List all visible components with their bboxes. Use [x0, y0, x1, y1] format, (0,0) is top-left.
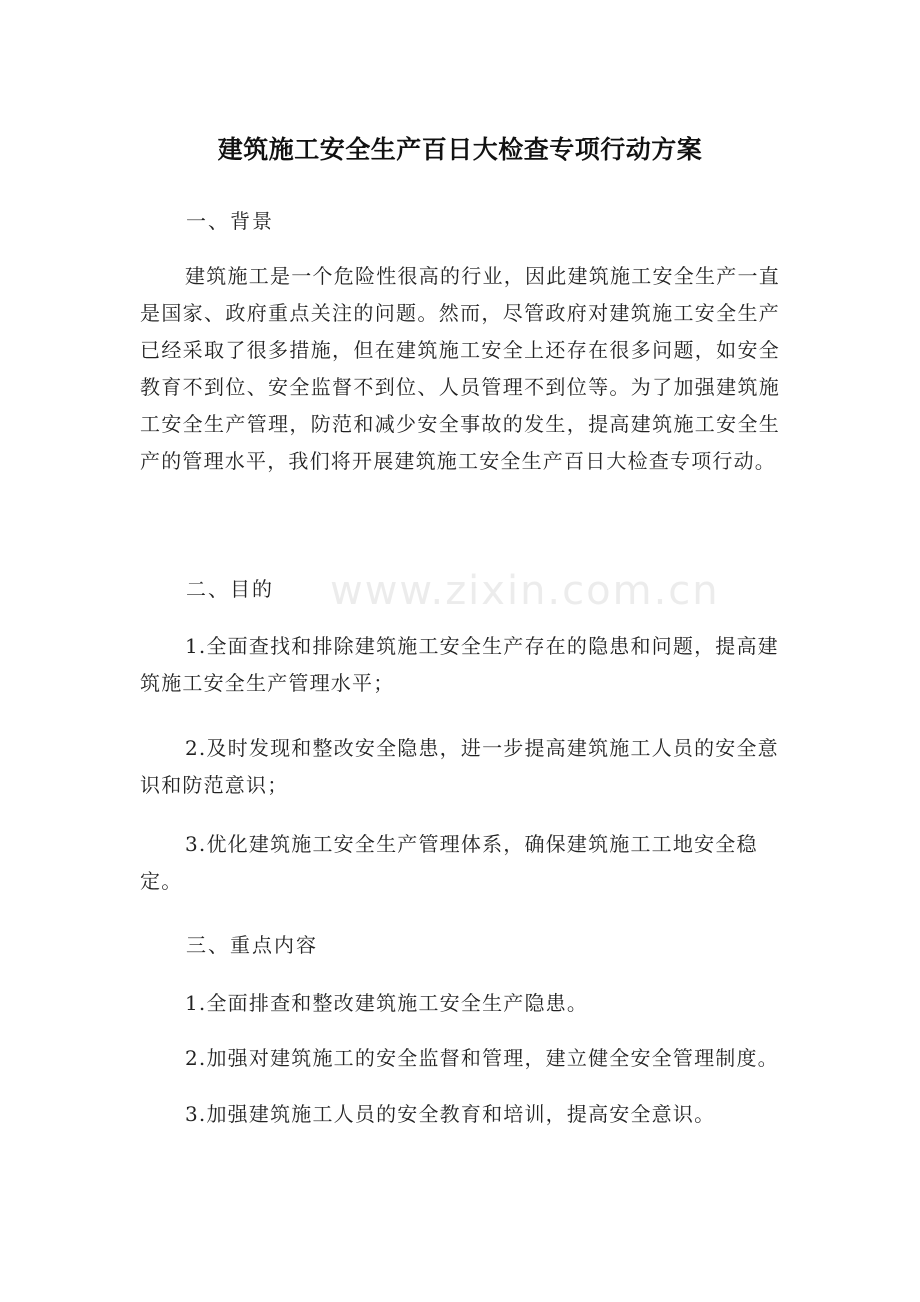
section-heading-background: 一、背景: [186, 209, 274, 233]
key-content-item-2: 2.加强对建筑施工的安全监督和管理，建立健全安全管理制度。: [185, 1046, 779, 1070]
section-heading-purpose: 二、目的: [186, 577, 274, 601]
purpose-item-2: 2.及时发现和整改安全隐患，进一步提高建筑施工人员的安全意识和防范意识；: [140, 736, 779, 797]
section-heading-key-content: 三、重点内容: [186, 933, 318, 957]
purpose-item-3: 3.优化建筑施工安全生产管理体系，确保建筑施工工地安全稳定。: [140, 832, 758, 893]
watermark: www.zixin.com.cn: [330, 568, 720, 614]
key-content-item-3: 3.加强建筑施工人员的安全教育和培训，提高安全意识。: [185, 1102, 716, 1126]
key-content-item-1: 1.全面排查和整改建筑施工安全生产隐患。: [185, 991, 589, 1015]
document-title: 建筑施工安全生产百日大检查专项行动方案: [217, 135, 703, 164]
purpose-item-1: 1.全面查找和排除建筑施工安全生产存在的隐患和问题，提高建筑施工安全生产管理水平；: [140, 634, 779, 695]
background-paragraph: 建筑施工是一个危险性很高的行业，因此建筑施工安全生产一直是国家、政府重点关注的问题。然而，尽管政府对建筑施工安全生产已经采取了很多措施，但在建筑施工安全上还存在很多问题，如安全教育不到位、安全监督不到位、人员管理不到位等。为了加强建筑施工安全生产管理，防范和减少安全事故的发生，提高建筑施工安全生产的管理水平，我们将开展建筑施工安全生产百日大检查专项行动。: [140, 264, 780, 473]
